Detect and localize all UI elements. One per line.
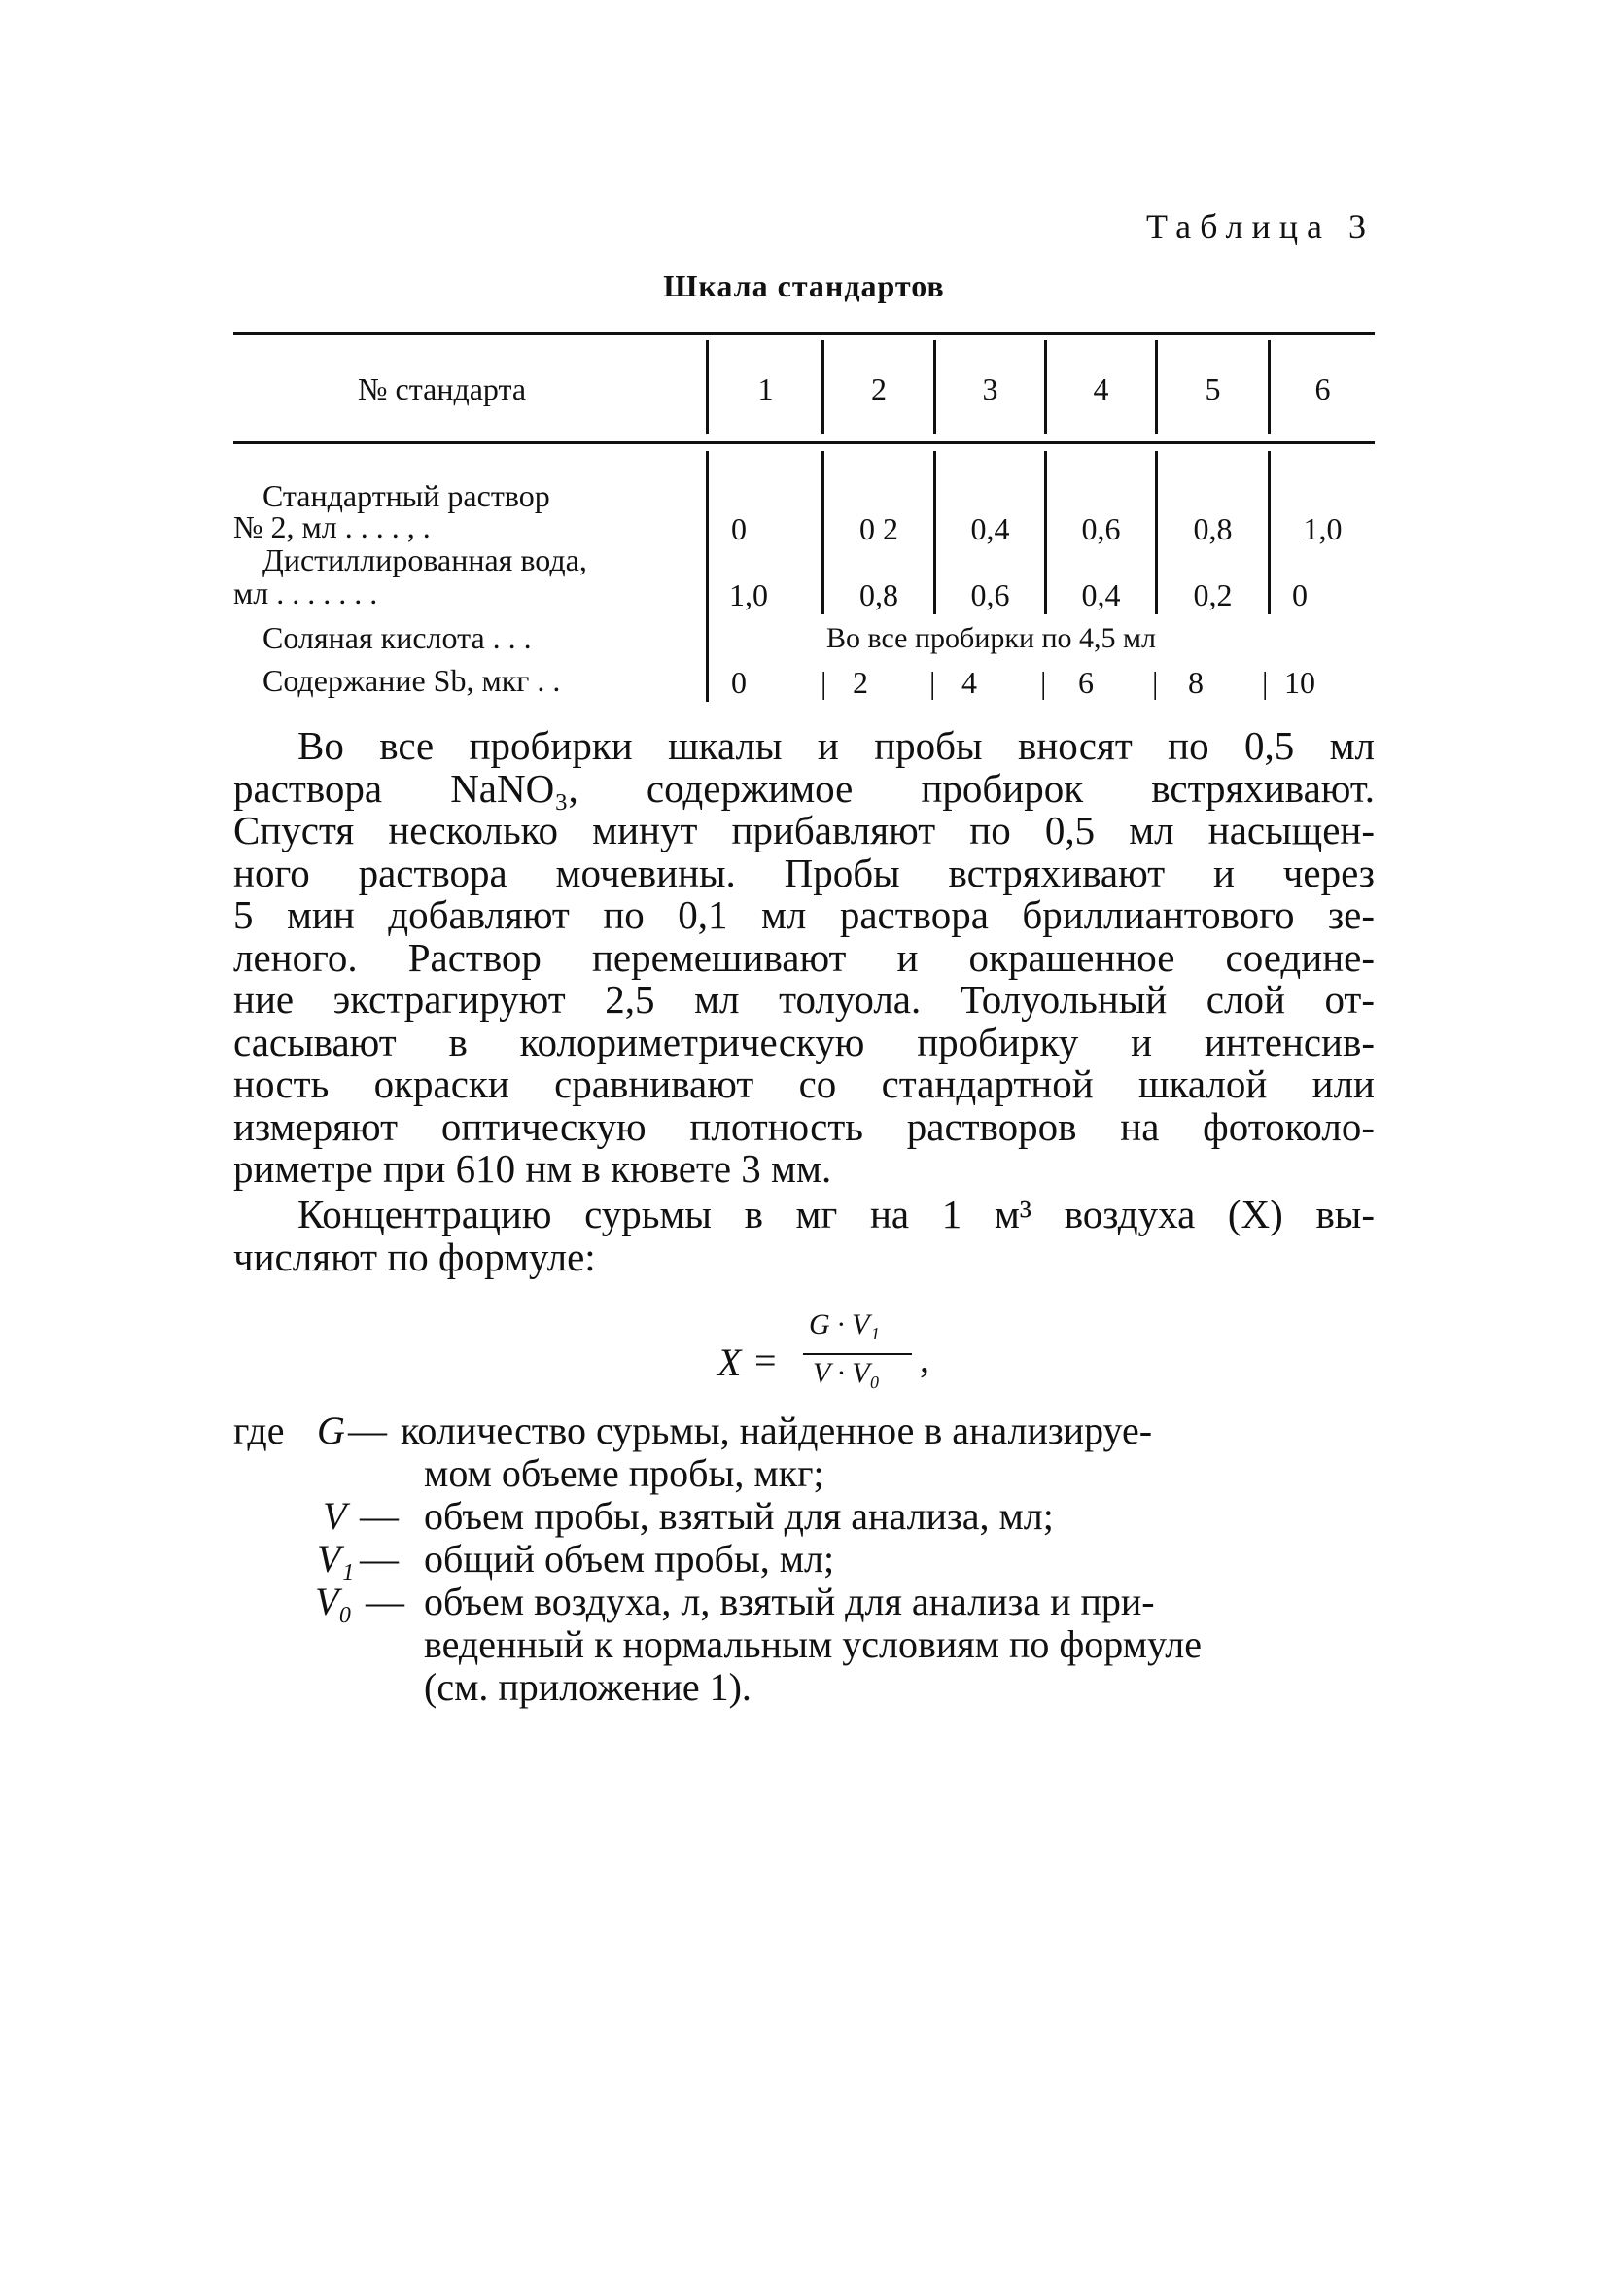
row-label: Стандартный раствор	[262, 478, 550, 513]
table-cell: 0,8	[1193, 511, 1233, 546]
variable-symbol: G	[317, 1409, 345, 1452]
text-line: Концентрацию сурьмы в мг на 1 м³ воздуха (X) вы-	[297, 1192, 1375, 1236]
text-line: Спустя несколько минут прибавляют по 0,5 мл насыщен-	[233, 808, 1375, 852]
table-cell: 0,8	[859, 577, 898, 612]
definition-dash: —	[348, 1409, 387, 1452]
where-intro: где	[233, 1409, 285, 1452]
table-cell: 0	[1292, 577, 1308, 612]
table-title: Шкала стандартов	[663, 268, 945, 303]
table-cell: 1,0	[1303, 511, 1343, 546]
variable-symbol: V₁	[317, 1537, 355, 1581]
table-cell: 0,6	[970, 577, 1010, 612]
paragraph-procedure	[233, 725, 1375, 1191]
table-cell: 0,6	[1081, 511, 1121, 546]
pipe-separator: |	[1040, 665, 1047, 700]
definition-line: мом объеме пробы, мкг;	[424, 1451, 824, 1495]
row-label: № 2, мл . . . . , .	[233, 509, 431, 544]
formula-comma: ,	[920, 1337, 929, 1380]
definition-line: веденный к нормальным условиям по формуле	[424, 1622, 1202, 1666]
definition-line: общий объем пробы, мл;	[424, 1537, 835, 1581]
pipe-separator: |	[821, 665, 827, 700]
table-top-rule	[233, 332, 1375, 335]
column-header: 2	[871, 371, 887, 406]
formula-denominator: V · V₀	[813, 1357, 881, 1389]
text-line: ность окраски сравнивают со стандартной шкалой или	[233, 1061, 1375, 1106]
row-label: Дистиллированная вода,	[262, 542, 587, 577]
formula-numerator: G · V₁	[809, 1308, 880, 1340]
table-cell: 4	[961, 665, 977, 700]
formula	[717, 1308, 951, 1406]
text-line: раствора NaNO₃, содержимое пробирок встряхивают.	[233, 765, 1375, 811]
table-cell: 1,0	[729, 577, 768, 612]
table-cell: 8	[1188, 665, 1204, 700]
header-label: № стандарта	[358, 371, 527, 406]
fraction-bar	[803, 1353, 912, 1355]
pipe-separator: |	[929, 665, 936, 700]
definition-line: объем пробы, взятый для анализа, мл;	[424, 1494, 1054, 1538]
column-header: 1	[757, 371, 774, 406]
text-line: 5 мин добавляют по 0,1 мл раствора бриллиантового зе-	[233, 892, 1375, 937]
table-cell: 2	[853, 665, 868, 700]
pipe-separator: |	[1262, 665, 1269, 700]
column-header: 3	[982, 371, 998, 406]
header-divider	[706, 340, 709, 434]
table-cell: 0	[731, 665, 747, 700]
definition-dash: —	[360, 1537, 399, 1581]
row-label: Соляная кислота . . .	[262, 620, 532, 655]
text-line: сасывают в колориметрическую пробирку и интенсив-	[233, 1019, 1375, 1064]
pipe-separator: |	[1152, 665, 1159, 700]
table-cell: 0,4	[1081, 577, 1121, 612]
table-number: Таблица 3	[1146, 207, 1375, 246]
table-cell: 0,2	[1193, 577, 1233, 612]
text-line: ного раствора мочевины. Пробы встряхивают и через	[233, 850, 1375, 895]
table-header-rule	[233, 441, 1375, 444]
body-divider	[706, 614, 709, 702]
formula-equals: =	[754, 1339, 777, 1382]
variable-symbol: V₀	[315, 1580, 353, 1623]
definition-dash: —	[360, 1494, 399, 1538]
text-line: Во все пробирки шкалы и пробы вносят по 0,5 мл	[297, 723, 1375, 768]
definition-line: количество сурьмы, найденное в анализируе-	[401, 1409, 1153, 1452]
table-cell: 0	[731, 511, 747, 546]
row-label: мл . . . . . . .	[233, 575, 378, 610]
paragraph-concentration	[233, 1194, 1375, 1278]
column-header: 6	[1314, 371, 1331, 406]
column-header: 4	[1093, 371, 1109, 406]
formula-lhs: X	[717, 1340, 742, 1384]
definition-line: объем воздуха, л, взятый для анализа и при-	[424, 1580, 1155, 1623]
table-note-cell: Во все пробирки по 4,5 мл	[826, 622, 1157, 654]
text-line: измеряют оптическую плотность растворов на фотоколо-	[233, 1103, 1375, 1149]
text-line: ние экстрагируют 2,5 мл толуола. Толуольный слой от-	[233, 977, 1375, 1022]
column-header: 5	[1205, 371, 1221, 406]
table-cell: 10	[1284, 665, 1315, 700]
definition-dash: —	[366, 1580, 404, 1623]
definition-line: (см. приложение 1).	[424, 1665, 752, 1709]
standards-table	[233, 332, 1375, 710]
table-cell: 0,4	[970, 511, 1010, 546]
table-cell: 0 2	[859, 511, 898, 546]
variable-symbol: V	[323, 1494, 347, 1538]
text-line: числяют по формуле:	[233, 1234, 596, 1279]
text-line: риметре при 610 нм в кювете 3 мм.	[233, 1146, 832, 1191]
row-label: Содержание Sb, мкг . .	[262, 663, 561, 698]
table-cell: 6	[1078, 665, 1094, 700]
text-line: леного. Раствор перемешивают и окрашенное соедине-	[233, 934, 1375, 980]
body-divider	[706, 451, 709, 614]
